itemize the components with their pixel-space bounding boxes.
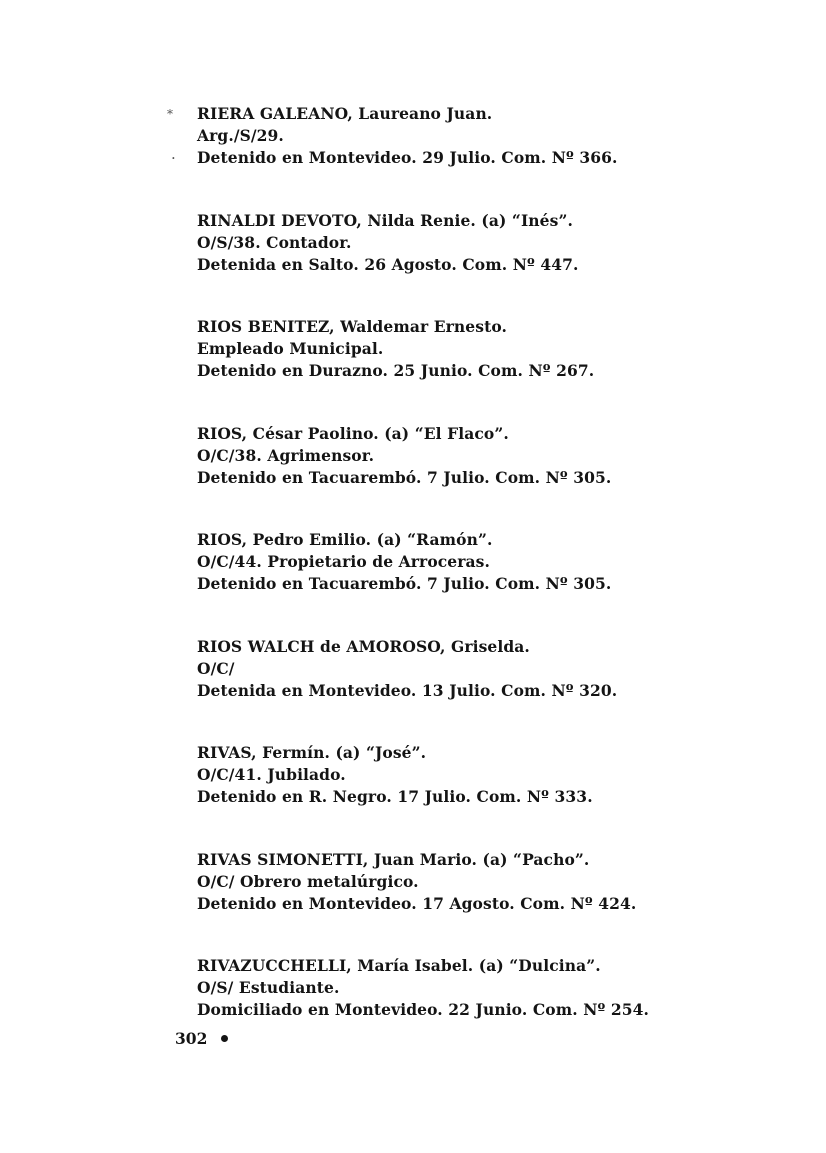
asterisk-marker: * [167, 107, 173, 121]
entry [197, 955, 797, 1062]
entry-detention-line: Detenida en Salto. 26 Agosto. Com. Nº 447. [197, 254, 579, 274]
entry-info-line: O/C/ [197, 658, 235, 678]
entry-info-line: O/C/41. Jubilado. [197, 765, 346, 784]
page-number: 302 [175, 1029, 208, 1048]
entry-name-line: RIOS, César Paolino. (a) “El Flaco”. [197, 423, 509, 443]
dot-marker: · [171, 149, 176, 167]
entry-name-line: RIOS BENITEZ, Waldemar Ernesto. [197, 317, 507, 336]
entry-detention-line: Detenido en Tacuarembó. 7 Julio. Com. Nº 305. [197, 467, 612, 487]
entry-info-line: O/C/44. Propietario de Arroceras. [197, 552, 490, 571]
entry [167, 103, 797, 210]
entry-detention-line: Detenido en Montevideo. 29 Julio. Com. Nº 366. [197, 148, 618, 167]
entry-name-line: RIERA GALEANO, Laureano Juan. [197, 104, 493, 123]
bullet-icon [221, 1035, 228, 1042]
entry [197, 210, 797, 317]
entry-info-line: O/C/ Obrero metalúrgico. [197, 871, 419, 891]
entry-name-line: RIOS, Pedro Emilio. (a) “Ramón”. [197, 530, 493, 549]
entry-detention-line: Detenido en Montevideo. 17 Agosto. Com. Nº 424. [197, 893, 637, 913]
entry-detention-line: Detenido en Durazno. 25 Junio. Com. Nº 267. [197, 361, 595, 380]
page-footer [175, 1028, 228, 1050]
entry-name-line: RIVAS, Fermín. (a) “José”. [197, 743, 427, 762]
entry-info-line: O/S/38. Contador. [197, 232, 352, 252]
entry-name-line: RIOS WALCH de AMOROSO, Griselda. [197, 636, 530, 656]
entry-detention-line: Detenido en R. Negro. 17 Julio. Com. Nº 333. [197, 787, 593, 806]
entry-detention-line: Domiciliado en Montevideo. 22 Junio. Com. Nº 254. [197, 1000, 649, 1019]
entry-info-line: O/C/38. Agrimensor. [197, 445, 375, 465]
entry [197, 423, 797, 530]
entry-detention-line: Detenido en Tacuarembó. 7 Julio. Com. Nº 305. [197, 574, 612, 593]
entry [197, 636, 797, 743]
entry-detention-line: Detenida en Montevideo. 13 Julio. Com. Nº 320. [197, 680, 618, 700]
entry [197, 316, 797, 423]
entry-name-line: RINALDI DEVOTO, Nilda Renie. (a) “Inés”. [197, 210, 573, 230]
entry [197, 742, 797, 849]
entry-name-line: RIVAZUCCHELLI, María Isabel. (a) “Dulcina”. [197, 956, 601, 975]
entry-info-line: Arg./S/29. [197, 126, 284, 145]
entry [197, 529, 797, 636]
entry-name-line: RIVAS SIMONETTI, Juan Mario. (a) “Pacho”. [197, 849, 590, 869]
entry [197, 849, 797, 956]
entry-info-line: Empleado Municipal. [197, 339, 384, 358]
entry-info-line: O/S/ Estudiante. [197, 978, 340, 997]
